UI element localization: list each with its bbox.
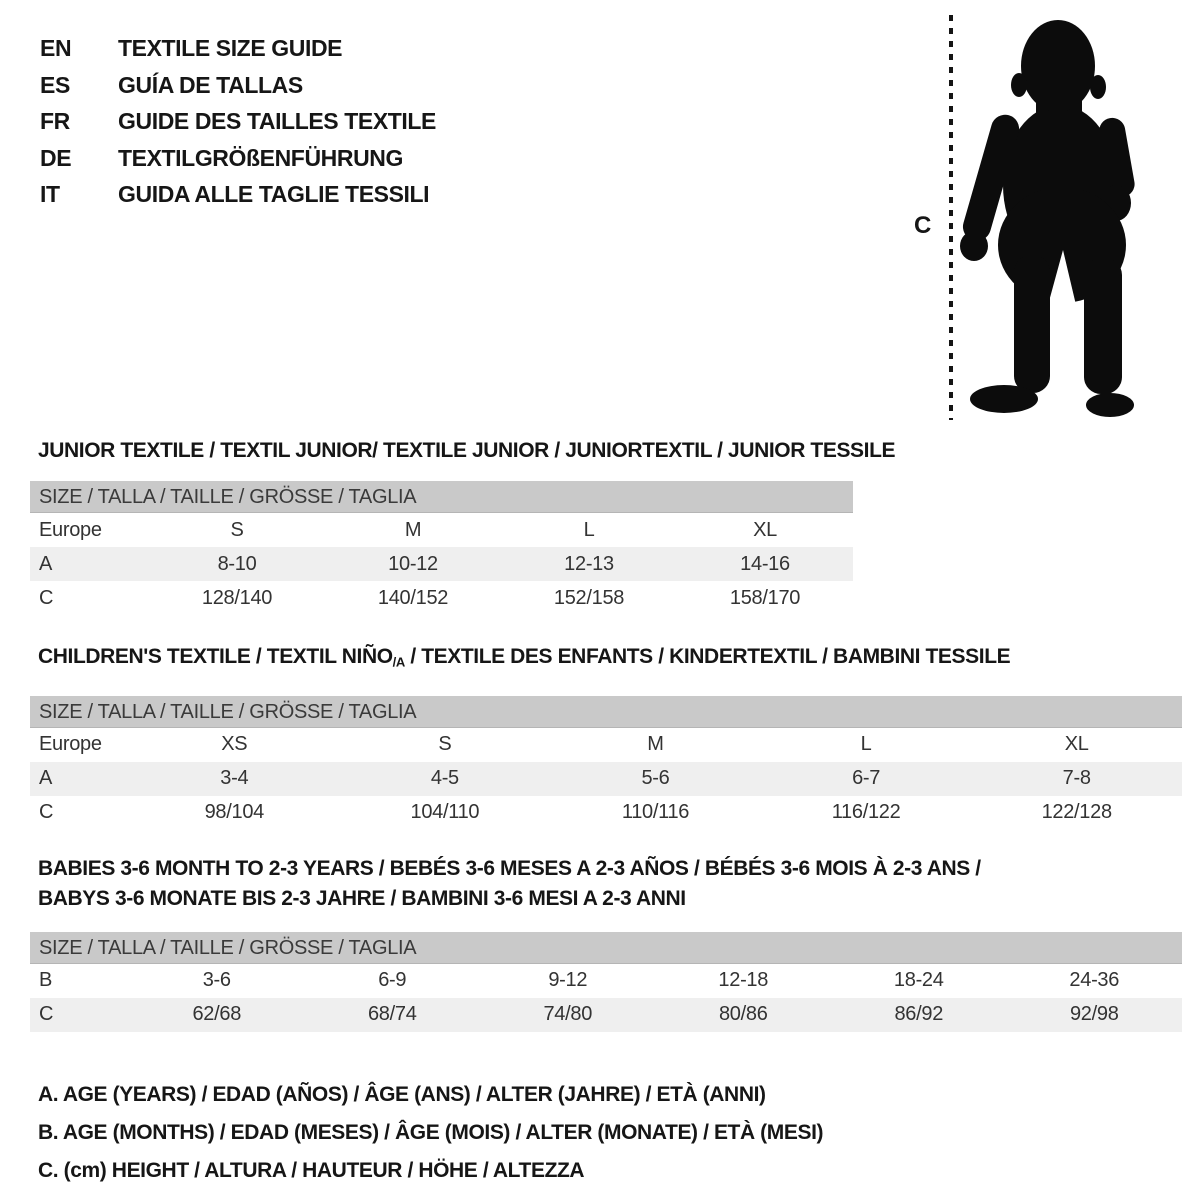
size-cell: 140/152 (377, 586, 449, 609)
row-label: C (39, 801, 54, 824)
children-title-post: / TEXTILE DES ENFANTS / KINDERTEXTIL / BAMBINI TESSILE (404, 645, 1011, 668)
table-row (30, 998, 1182, 1032)
legend-line-c: C. (cm) HEIGHT / ALTURA / HAUTEUR / HÖHE / ALTEZZA (38, 1158, 585, 1182)
size-cell: 68/74 (367, 1003, 417, 1026)
children-size-table (30, 696, 1182, 830)
height-measure-label: C (914, 212, 932, 239)
size-cell: 24-36 (1069, 969, 1120, 992)
size-cell: 158/170 (729, 586, 801, 609)
table-row (30, 762, 1182, 796)
legend-line-b: B. AGE (MONTHS) / EDAD (MESES) / ÂGE (MOIS) / ALTER (MONATE) / ETÀ (MESI) (38, 1120, 824, 1144)
section-junior (0, 438, 1200, 615)
size-cell: 128/140 (201, 586, 273, 609)
section-babies (0, 854, 1200, 1032)
section-title-children (38, 644, 1200, 676)
legend (38, 1076, 1200, 1190)
size-cell: L (583, 518, 595, 541)
language-code: ES (40, 71, 70, 98)
children-title-sub: /A (392, 654, 405, 670)
size-cell: S (230, 518, 244, 541)
size-cell: L (860, 733, 872, 756)
size-cell: 116/122 (831, 801, 901, 824)
row-label: B (39, 969, 53, 992)
size-cell: 12-18 (718, 969, 769, 992)
size-cell: 6-9 (378, 969, 407, 992)
size-header-bar: SIZE / TALLA / TAILLE / GRÖSSE / TAGLIA (30, 932, 1182, 964)
size-cell: 98/104 (204, 801, 264, 824)
size-cell: 3-6 (202, 969, 231, 992)
section-title-junior: JUNIOR TEXTILE / TEXTIL JUNIOR/ TEXTILE JUNIOR / JUNIORTEXTIL / JUNIOR TESSILE (38, 439, 896, 462)
size-cell: 110/116 (621, 801, 690, 824)
table-row (30, 964, 1182, 998)
row-label: A (39, 767, 53, 790)
header (0, 0, 1200, 430)
row-label: A (39, 552, 53, 575)
size-header-bar: SIZE / TALLA / TAILLE / GRÖSSE / TAGLIA (30, 696, 1182, 728)
row-label: C (39, 1003, 54, 1026)
size-cell: XS (221, 733, 248, 756)
babies-size-table (30, 932, 1182, 1032)
row-label: Europe (39, 518, 102, 541)
children-title-pre: CHILDREN'S TEXTILE / TEXTIL NIÑO (38, 645, 393, 668)
toddler-silhouette-icon (898, 0, 1200, 430)
toddler-silhouette (960, 20, 1137, 417)
size-cell: M (647, 733, 664, 756)
language-title: GUIDA ALLE TAGLIE TESSILI (118, 181, 430, 207)
size-cell: 122/128 (1041, 801, 1112, 824)
language-code: DE (40, 144, 72, 171)
size-cell: 5-6 (641, 767, 670, 790)
section-title-babies-line1: BABIES 3-6 MONTH TO 2-3 YEARS / BEBÉS 3-6 MESES A 2-3 AÑOS / BÉBÉS 3-6 MOIS À 2-3 ANS / (38, 856, 981, 880)
row-label: Europe (39, 733, 102, 756)
row-label: C (39, 586, 54, 609)
size-cell: 10-12 (388, 552, 438, 575)
legend-line-a: A. AGE (YEARS) / EDAD (AÑOS) / ÂGE (ANS) / ALTER (JAHRE) / ETÀ (ANNI) (38, 1082, 766, 1106)
size-header-bar: SIZE / TALLA / TAILLE / GRÖSSE / TAGLIA (30, 481, 853, 513)
size-cell: 12-13 (564, 552, 614, 575)
language-title: TEXTILE SIZE GUIDE (118, 35, 343, 61)
table-row (30, 513, 853, 547)
section-title-babies-line2: BABYS 3-6 MONATE BIS 2-3 JAHRE / BAMBINI 3-6 MESI A 2-3 ANNI (38, 886, 686, 910)
table-row (30, 547, 853, 581)
language-code: IT (40, 181, 60, 207)
size-cell: 92/98 (1069, 1003, 1119, 1026)
language-code: FR (40, 108, 70, 134)
size-cell: 14-16 (740, 552, 790, 575)
language-title: TEXTILGRÖßENFÜHRUNG (118, 144, 403, 171)
size-cell: 74/80 (543, 1003, 593, 1026)
table-row (30, 796, 1182, 830)
size-cell: 4-5 (430, 767, 459, 790)
size-cell: XL (1064, 733, 1089, 756)
height-figure (898, 0, 1200, 430)
size-cell: 152/158 (553, 586, 625, 609)
section-children (0, 644, 1200, 830)
size-cell: 6-7 (852, 767, 881, 790)
junior-size-table (30, 481, 853, 615)
size-cell: 18-24 (893, 969, 944, 992)
size-cell: 104/110 (410, 801, 480, 824)
size-cell: S (438, 733, 452, 756)
size-cell: 80/86 (718, 1003, 768, 1026)
size-cell: 86/92 (894, 1003, 944, 1026)
size-cell: 9-12 (548, 969, 588, 992)
size-cell: 62/68 (192, 1003, 242, 1026)
language-title: GUÍA DE TALLAS (118, 71, 303, 98)
size-cell: 7-8 (1062, 767, 1091, 790)
language-code: EN (40, 35, 72, 61)
size-cell: 3-4 (220, 767, 249, 790)
table-row (30, 728, 1182, 762)
size-cell: M (404, 518, 422, 541)
language-title: GUIDE DES TAILLES TEXTILE (118, 108, 436, 134)
table-row (30, 581, 853, 615)
size-cell: 8-10 (217, 552, 257, 575)
size-cell: XL (753, 518, 777, 541)
